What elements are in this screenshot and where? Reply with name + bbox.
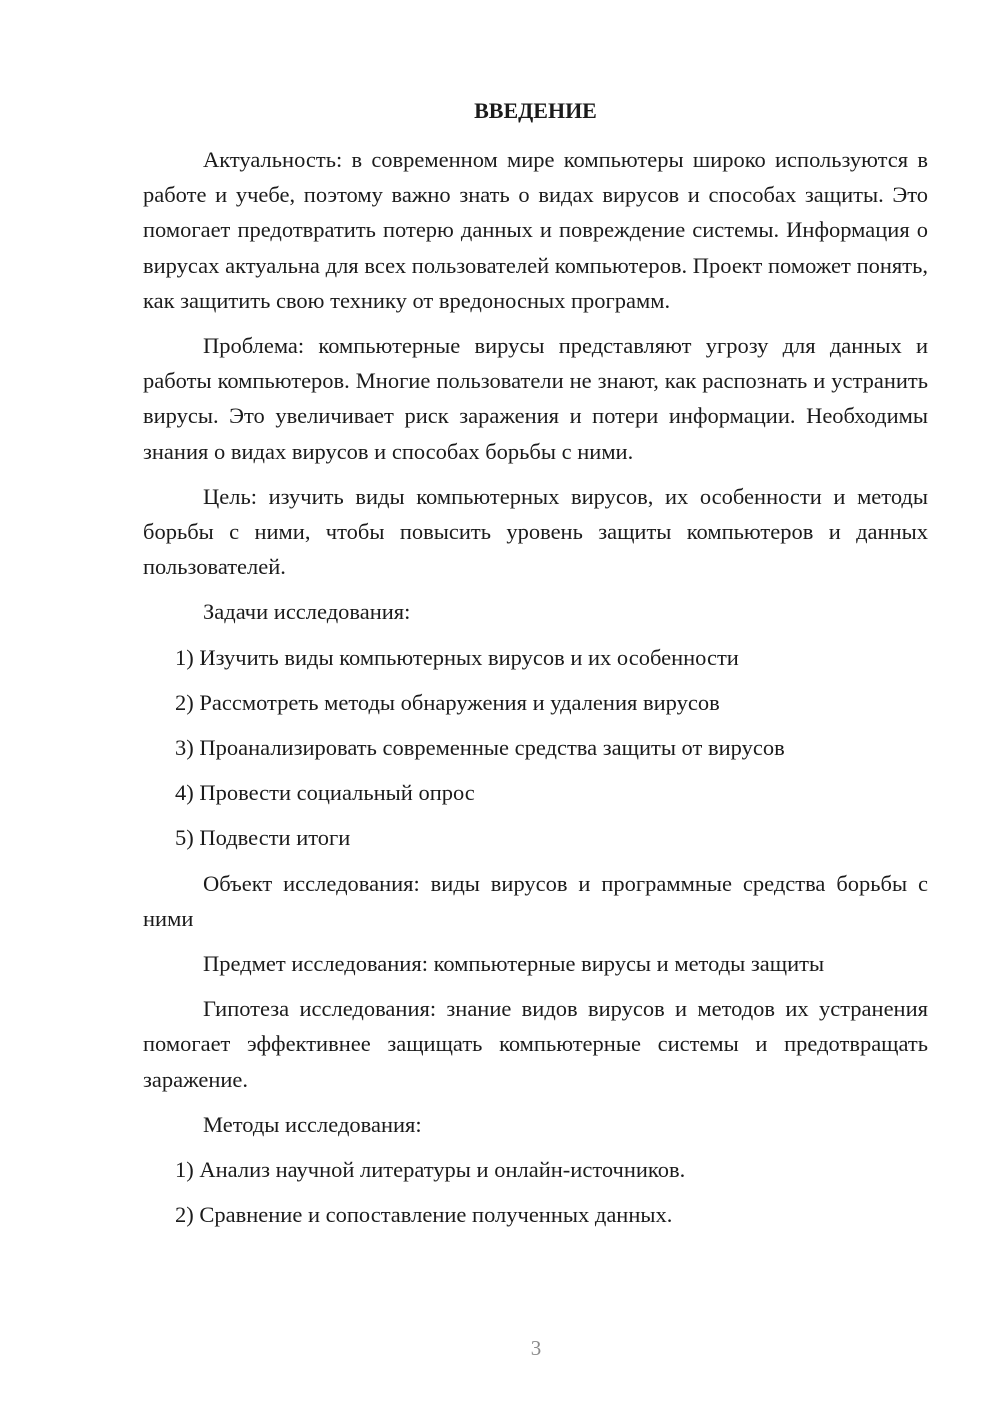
list-item: 5) Подвести итоги [175, 825, 351, 851]
hypothesis-paragraph: Гипотеза исследования: знание видов вирусов и методов их устранения помогает эффективнее защищать компьютерные системы и предотвращать заражение. [143, 996, 928, 1092]
list-item: 3) Проанализировать современные средства защиты от вирусов [175, 735, 785, 761]
list-item: 1) Анализ научной литературы и онлайн-источников. [175, 1157, 686, 1183]
page-number: 3 [530, 1336, 542, 1360]
methods-list [143, 1152, 928, 1232]
subject-paragraph: Предмет исследования: компьютерные вирусы и методы защиты [203, 951, 825, 977]
methods-heading: Методы исследования: [203, 1111, 422, 1137]
tasks-list [143, 640, 928, 856]
relevance-paragraph: Актуальность: в современном мире компьютеры широко используются в работе и учебе, поэтому важно знать о видах вирусов и способах защиты. Это помогает предотвратить потерю данных и повреждение системы. Информация о вирусах актуальна для всех пользователей компьютеров. Проект поможет понять, как защитить свою технику от вредоносных программ. [143, 147, 928, 313]
list-item: 2) Сравнение и сопоставление полученных данных. [175, 1202, 673, 1228]
tasks-heading: Задачи исследования: [203, 599, 411, 625]
page-content [143, 94, 928, 1242]
goal-paragraph: Цель: изучить виды компьютерных вирусов, их особенности и методы борьбы с ними, чтобы повысить уровень защиты компьютеров и данных пользователей. [143, 483, 928, 580]
object-paragraph: Объект исследования: виды вирусов и программные средства борьбы с ними [143, 870, 928, 931]
page-title: ВВЕДЕНИЕ [474, 98, 597, 123]
list-item: 1) Изучить виды компьютерных вирусов и их особенности [175, 644, 739, 670]
list-item: 4) Провести социальный опрос [175, 780, 475, 806]
list-item: 2) Рассмотреть методы обнаружения и удаления вирусов [175, 689, 720, 715]
problem-paragraph: Проблема: компьютерные вирусы представляют угрозу для данных и работы компьютеров. Многие пользователи не знают, как распознать и устранить вирусы. Это увеличивает риск заражения и потери информации. Необходимы знания о видах вирусов и способах борьбы с ними. [143, 333, 928, 464]
